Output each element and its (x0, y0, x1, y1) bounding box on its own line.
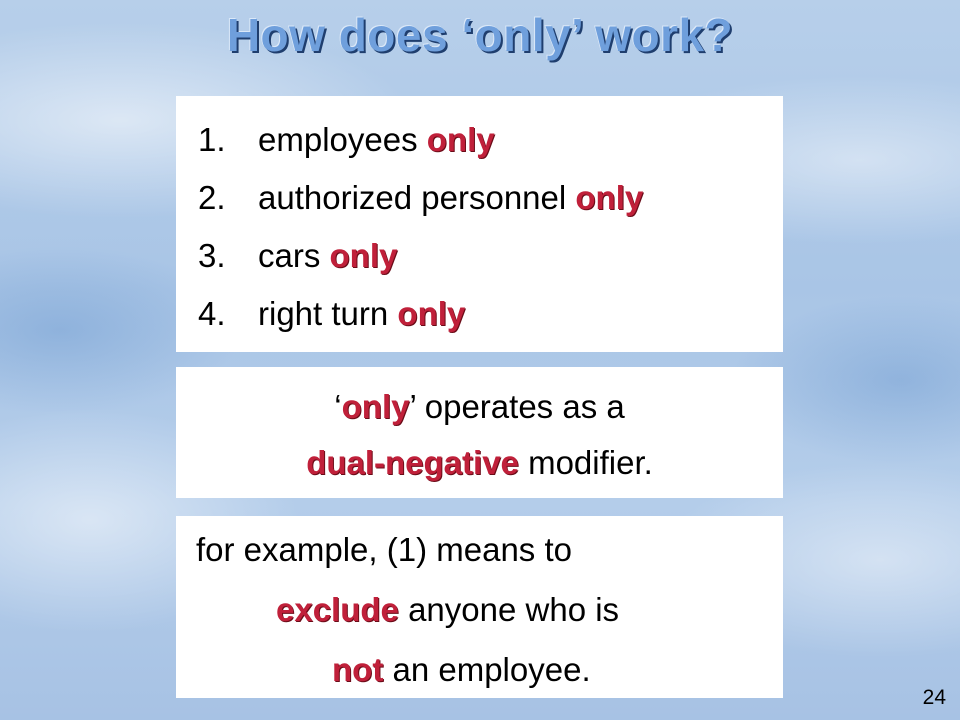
definition-text: ’ operates as a (409, 388, 625, 425)
example-line-3 (332, 650, 591, 690)
slide-title: How does ‘only’ work? (226, 9, 734, 61)
not-keyword: not (332, 651, 384, 688)
list-item (198, 294, 465, 334)
list-item (198, 120, 495, 160)
list-text: right turn (258, 295, 398, 332)
example-line-1: for example, (1) means to (196, 531, 572, 568)
list-number: 4. (198, 295, 226, 332)
list-text: employees (258, 121, 427, 158)
definition-panel (176, 367, 783, 498)
only-keyword: only (575, 179, 644, 216)
example-text: anyone who is (398, 591, 620, 628)
list-text: cars (258, 237, 330, 274)
definition-text: modifier. (518, 444, 653, 481)
list-item (198, 236, 397, 276)
example-text: an employee. (383, 651, 591, 688)
exclude-keyword: exclude (276, 591, 399, 628)
list-text: authorized personnel (258, 179, 576, 216)
list-number: 3. (198, 237, 226, 274)
example-line-2 (276, 590, 619, 630)
only-keyword: only (397, 295, 466, 332)
usage-list-panel (176, 96, 783, 352)
definition-line-1 (176, 387, 783, 427)
list-item (198, 178, 643, 218)
example-panel (176, 516, 783, 698)
only-keyword: only (426, 121, 495, 158)
only-keyword: only (341, 388, 410, 425)
list-number: 2. (198, 179, 226, 216)
open-quote: ‘ (334, 388, 342, 425)
page-number: 24 (922, 686, 946, 709)
dual-negative-keyword: dual-negative (306, 444, 519, 481)
only-keyword: only (329, 237, 398, 274)
definition-line-2 (176, 443, 783, 483)
list-number: 1. (198, 121, 226, 158)
